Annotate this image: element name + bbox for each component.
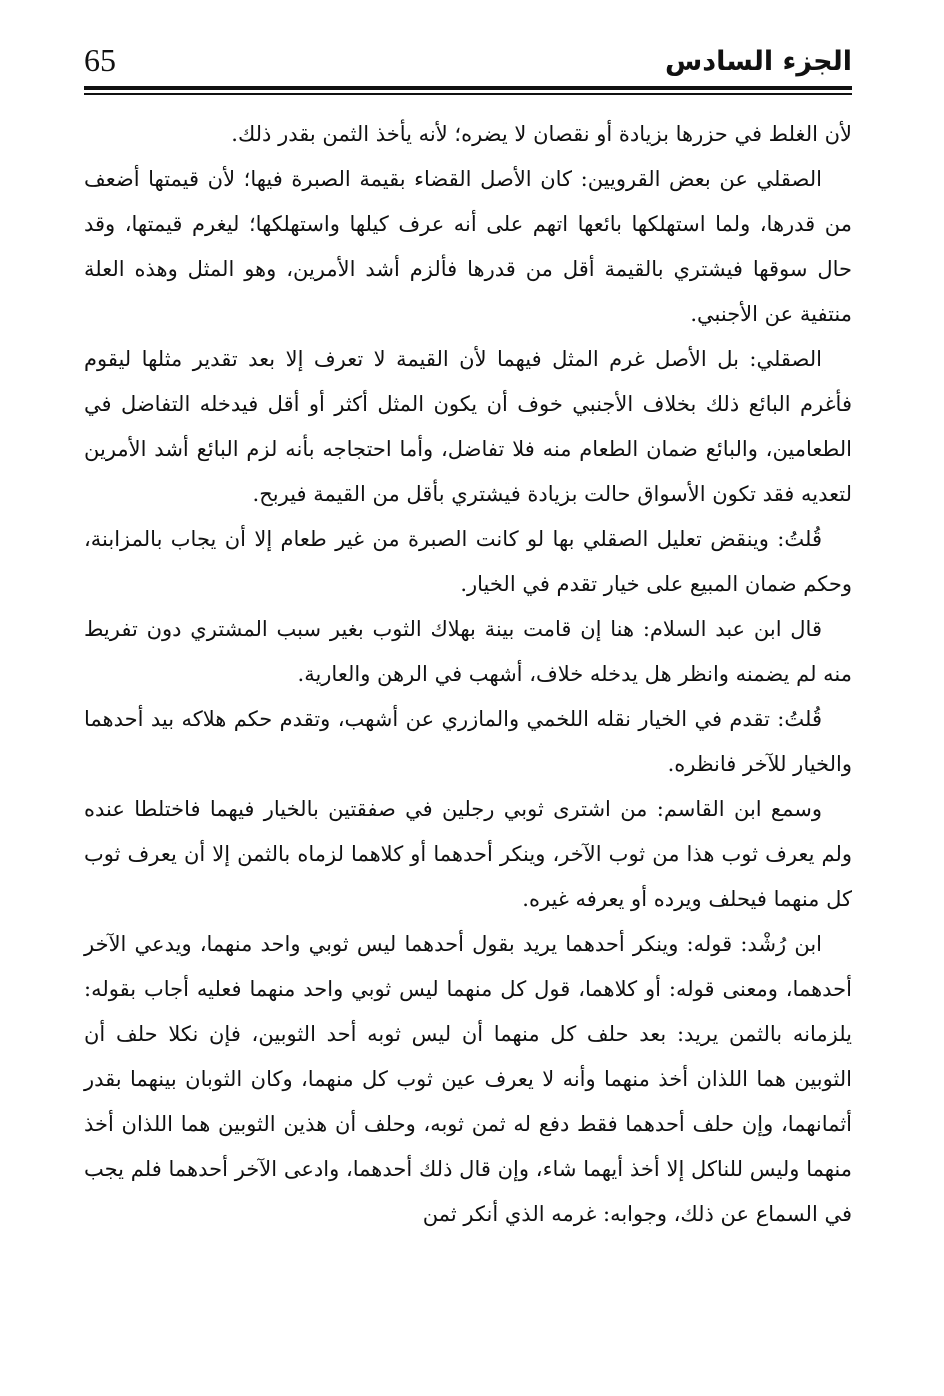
paragraph: قُلتُ: تقدم في الخيار نقله اللخمي والمازري عن أشهب، وتقدم حكم هلاكه بيد أحدهما والخيار للآخر فانظره.	[84, 707, 852, 776]
paragraph: الصقلي: بل الأصل غرم المثل فيهما لأن القيمة لا تعرف إلا بعد تقدير مثلها ليقوم فأغرم البائع ذلك بخلاف الأجنبي خوف أن يكون المثل أكثر أو أقل فيدخله التفاضل في الطعامين، والبائع ضمان الطعام منه فلا تفاضل، وأما احتجاجه بأنه لزم البائع أشد الأمرين لتعديه فقد تكون الأسواق حالت بزيادة فيشتري بأقل من القيمة فيربح.	[84, 347, 852, 506]
header-rule-thin	[84, 93, 852, 95]
paragraph: لأن الغلط في حزرها بزيادة أو نقصان لا يضره؛ لأنه يأخذ الثمن بقدر ذلك.	[231, 122, 852, 146]
running-title: الجزء السادس	[665, 46, 852, 77]
paragraph: وسمع ابن القاسم: من اشترى ثوبي رجلين في صفقتين بالخيار فيهما فاختلطا عنده ولم يعرف ثوب هذا من ثوب الآخر، وينكر أحدهما أو كلاهما لزماه بالثمن إلا أن يعرف ثوب كل منهما فيحلف ويرده أو يعرفه غيره.	[84, 797, 852, 911]
paragraph: قال ابن عبد السلام: هنا إن قامت بينة بهلاك الثوب بغير سبب المشتري دون تفريط منه لم يضمنه وانظر هل يدخله خلاف، أشهب في الرهن والعارية.	[84, 617, 852, 686]
header-rule-thick	[84, 86, 852, 90]
paragraph: الصقلي عن بعض القرويين: كان الأصل القضاء بقيمة الصبرة فيها؛ لأن قيمتها أضعف من قدرها، ولما استهلكها بائعها اتهم على أنه عرف كيلها واستهلكها؛ ليغرم قيمتها، وقد حال سوقها فيشتري بالقيمة أقل من قدرها فألزم أشد الأمرين، وهو المثل وهذه العلة منتفية عن الأجنبي.	[84, 167, 852, 326]
paragraph: قُلتُ: وينقض تعليل الصقلي بها لو كانت الصبرة من غير طعام إلا أن يجاب بالمزابنة، وحكم ضمان المبيع على خيار تقدم في الخيار.	[84, 527, 852, 596]
page-number: 65	[84, 42, 116, 78]
body-text	[84, 112, 852, 1237]
page-header	[84, 38, 852, 84]
paragraph: ابن رُشْد: قوله: وينكر أحدهما يريد بقول أحدهما ليس ثوبي واحد منهما، ويدعي الآخر أحدهما، ومعنى قوله: أو كلاهما، قول كل منهما ليس ثوبي واحد منهما فعليه أجاب بقوله: يلزمانه بالثمن يريد: بعد حلف كل منهما أن ليس ثوبه أحد الثوبين، فإن نكلا حلف أن الثوبين هما اللذان أخذ منهما وأنه لا يعرف عين ثوب كل منهما، وكان الثوبان بينهما بقدر أثمانهما، وإن حلف أحدهما فقط دفع له ثمن ثوبه، وحلف أن هذين الثوبين هما اللذان أخذ منهما وليس للناكل إلا أخذ أيهما شاء، وإن قال ذلك أحدهما، وادعى الآخر أحدهما فلم يجب في السماع عن ذلك، وجوابه: غرمه الذي أنكر ثمن	[84, 932, 852, 1226]
